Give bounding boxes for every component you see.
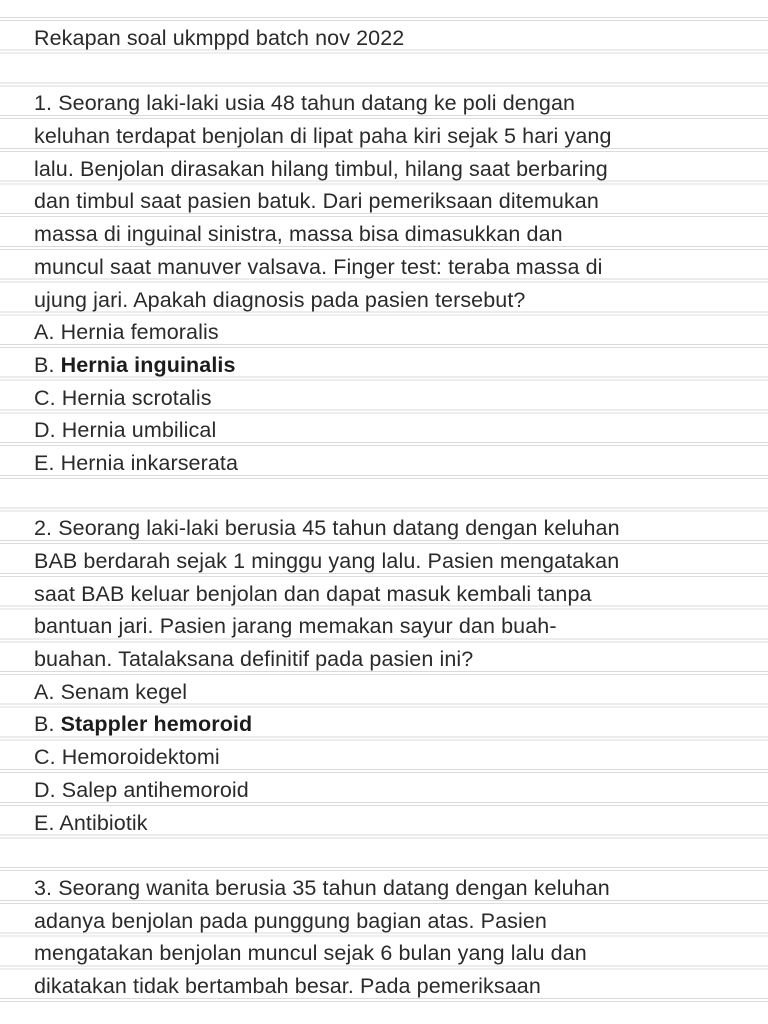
option-text: Hernia scrotalis (61, 385, 212, 410)
option-text: Hernia umbilical (61, 418, 217, 443)
question-line: ujung jari. Apakah diagnosis pada pasien tersebut? (34, 287, 526, 312)
option-text: Salep antihemoroid (61, 777, 249, 802)
note-body (34, 22, 756, 1003)
blank-line (34, 55, 756, 88)
option-letter: C. (34, 385, 62, 410)
question-line: massa di inguinal sinistra, massa bisa dimasukkan dan (34, 222, 563, 247)
question-line: BAB berdarah sejak 1 minggu yang lalu. Pasien mengatakan (34, 549, 620, 573)
question-line: mengatakan benjolan muncul sejak 6 bulan yang lalu dan (34, 941, 587, 966)
question-3 (34, 872, 756, 1003)
option-e (34, 447, 756, 480)
option-e (34, 807, 756, 840)
option-letter: D. (34, 418, 62, 443)
correct-answer: Hernia inguinalis (60, 352, 236, 377)
option-letter: D. (34, 777, 62, 802)
blank-line (34, 839, 756, 872)
option-letter: E. (34, 450, 61, 475)
option-letter: B. (34, 352, 61, 377)
option-c (34, 382, 756, 415)
question-line: muncul saat manuver valsava. Finger test: teraba massa di (34, 254, 603, 279)
option-d (34, 414, 756, 447)
option-b (34, 708, 756, 741)
option-c (34, 741, 756, 774)
option-a (34, 676, 756, 709)
question-line: 3. Seorang wanita berusia 35 tahun datang dengan keluhan (34, 875, 610, 900)
option-text: Hernia inkarserata (60, 450, 239, 475)
option-letter: B. (34, 712, 61, 737)
question-line: adanya benjolan pada punggung bagian atas. Pasien (34, 908, 547, 933)
question-line: 1. Seorang laki-laki usia 48 tahun datang ke poli dengan (34, 91, 576, 116)
option-text: Senam kegel (60, 679, 188, 704)
option-letter: A. (34, 320, 61, 345)
option-b (34, 349, 756, 382)
option-text: Antibiotik (59, 810, 148, 835)
correct-answer: Stappler hemoroid (60, 712, 253, 737)
option-text: Hernia femoralis (60, 320, 219, 345)
question-line: saat BAB keluar benjolan dan dapat masuk kembali tanpa (34, 581, 592, 606)
option-d (34, 774, 756, 807)
blank-line (34, 480, 756, 513)
question-1 (34, 87, 756, 479)
question-line: bantuan jari. Pasien jarang memakan sayur dan buah- (34, 614, 557, 639)
question-line: 2. Seorang laki-laki berusia 45 tahun datang dengan keluhan (34, 516, 620, 541)
question-line: lalu. Benjolan dirasakan hilang timbul, hilang saat berbaring (34, 156, 608, 181)
question-line: buahan. Tatalaksana definitif pada pasien ini? (34, 647, 474, 672)
question-line: keluhan terdapat benjolan di lipat paha kiri sejak 5 hari yang (34, 124, 612, 149)
note-title: Rekapan soal ukmppd batch nov 2022 (34, 26, 405, 50)
question-line: dikatakan tidak bertambah besar. Pada pemeriksaan (34, 973, 541, 998)
option-letter: A. (34, 679, 61, 704)
option-a (34, 316, 756, 349)
question-2 (34, 512, 756, 839)
option-letter: E. (34, 810, 60, 835)
question-line: dan timbul saat pasien batuk. Dari pemeriksaan ditemukan (34, 189, 599, 214)
option-text: Hemoroidektomi (61, 745, 220, 770)
option-letter: C. (34, 745, 62, 770)
